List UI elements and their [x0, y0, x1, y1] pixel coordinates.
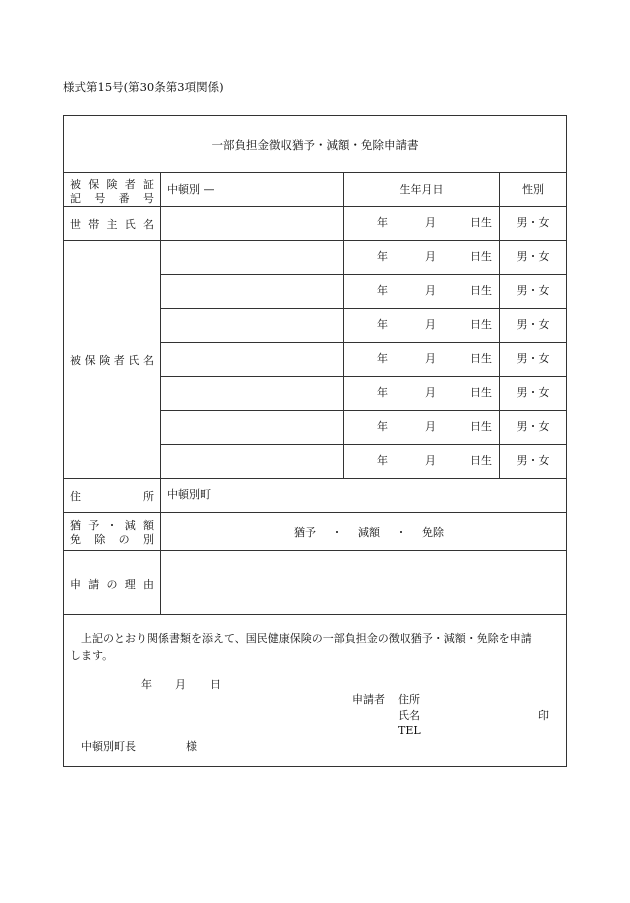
- option-reduction[interactable]: 減額: [358, 526, 380, 539]
- addressee-title: 中頓別町長: [81, 740, 136, 753]
- application-form: [63, 115, 567, 767]
- birth-year-label: 年: [377, 420, 388, 433]
- applicant-label: 申請者: [352, 693, 385, 706]
- reason-label: 申 請 の 理 由: [70, 578, 154, 591]
- sex-options[interactable]: 男・女: [516, 454, 550, 467]
- sex-options[interactable]: 男・女: [516, 386, 550, 399]
- birth-year-label: 年: [377, 284, 388, 297]
- birth-month-label: 月: [425, 386, 436, 399]
- birth-year-label: 年: [377, 352, 388, 365]
- birth-month-label: 月: [425, 352, 436, 365]
- sex-options[interactable]: 男・女: [516, 420, 550, 433]
- sex-options[interactable]: 男・女: [516, 284, 550, 297]
- birth-year-label: 年: [377, 216, 388, 229]
- sign-day: 日: [210, 678, 221, 691]
- address-label: 住 所: [70, 490, 154, 503]
- birth-month-label: 月: [425, 216, 436, 229]
- sex-options[interactable]: 男・女: [516, 352, 550, 365]
- birth-month-label: 月: [425, 318, 436, 331]
- birth-day-label: 日生: [470, 216, 492, 229]
- insured-card-label-line2: 記 号 番 号: [70, 192, 154, 205]
- category-options: 猶予 ・ 減額 ・ 免除: [294, 526, 444, 539]
- sign-month: 月: [175, 678, 186, 691]
- sex-header: 性別: [522, 183, 544, 196]
- birth-day-label: 日生: [470, 352, 492, 365]
- form-number-label: 様式第15号(第30条第3項関係): [63, 80, 224, 94]
- applicant-tel-label: TEL: [398, 724, 421, 737]
- form-title: 一部負担金徴収猶予・減額・免除申請書: [211, 138, 419, 152]
- declaration-line1: 上記のとおり関係書類を添えて、国民健康保険の一部負担金の徴収猶予・減額・免除を申請: [81, 632, 532, 645]
- seal-mark: 印: [538, 709, 549, 722]
- address-value: 中頓別町: [167, 488, 211, 501]
- applicant-address-label: 住所: [398, 693, 420, 706]
- householder-name-label: 世 帯 主 氏 名: [70, 218, 154, 231]
- sex-options[interactable]: 男・女: [516, 250, 550, 263]
- option-deferral[interactable]: 猶予: [294, 526, 316, 539]
- birth-day-label: 日生: [470, 454, 492, 467]
- insured-name-label: 被 保 険 者 氏 名: [70, 354, 154, 367]
- birth-month-label: 月: [425, 420, 436, 433]
- birth-year-label: 年: [377, 318, 388, 331]
- category-label-line2: 免 除 の 別: [70, 533, 154, 546]
- birth-year-label: 年: [377, 250, 388, 263]
- birth-day-label: 日生: [470, 284, 492, 297]
- birth-month-label: 月: [425, 250, 436, 263]
- birthdate-header: 生年月日: [399, 183, 444, 196]
- category-label-line1: 猶 予 ・ 減 額: [70, 519, 154, 532]
- applicant-name-label: 氏名: [398, 709, 420, 722]
- birth-day-label: 日生: [470, 420, 492, 433]
- sex-options[interactable]: 男・女: [516, 318, 550, 331]
- birth-day-label: 日生: [470, 318, 492, 331]
- sign-year: 年: [141, 678, 152, 691]
- declaration-line2: します。: [70, 649, 114, 662]
- option-exemption[interactable]: 免除: [422, 526, 444, 539]
- birth-day-label: 日生: [470, 250, 492, 263]
- birth-year-label: 年: [377, 386, 388, 399]
- sex-options[interactable]: 男・女: [516, 216, 550, 229]
- card-number-prefix: 中頓別 —: [167, 183, 215, 196]
- addressee-honorific: 様: [186, 740, 197, 753]
- birth-month-label: 月: [425, 284, 436, 297]
- birth-year-label: 年: [377, 454, 388, 467]
- birth-month-label: 月: [425, 454, 436, 467]
- insured-card-label-line1: 被 保 険 者 証: [70, 178, 154, 191]
- birth-day-label: 日生: [470, 386, 492, 399]
